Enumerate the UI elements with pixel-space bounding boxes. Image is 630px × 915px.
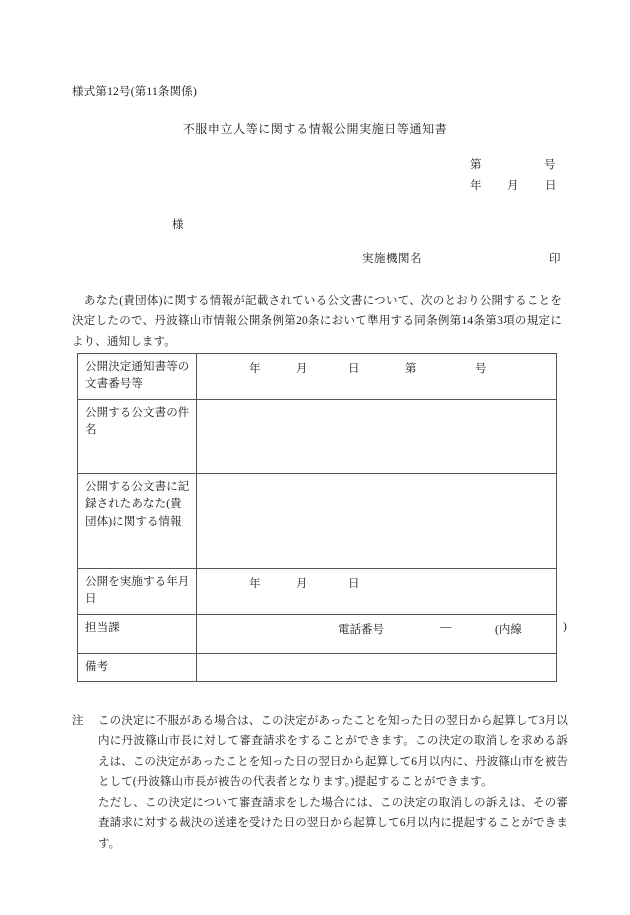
marker-extension-open: (内線 — [495, 623, 522, 636]
addressee-honorific: 様 — [172, 219, 184, 231]
footnote-body — [98, 711, 568, 854]
row-label-responsible-section: 担当課 — [78, 614, 197, 653]
form-code: 様式第12号(第11条関係) — [72, 86, 198, 98]
table-row — [78, 354, 557, 400]
marker-extension-close: ) — [563, 620, 567, 633]
row-value-document-subject[interactable] — [197, 399, 557, 473]
marker-year: 年 — [249, 577, 261, 590]
marker-number-suffix: 号 — [475, 363, 487, 375]
row-value-disclosure-date[interactable] — [197, 568, 557, 614]
row-label-remarks: 備考 — [78, 653, 197, 681]
disclosure-details-table — [77, 353, 567, 682]
document-number-prefix: 第 — [470, 159, 482, 171]
row-value-responsible-section[interactable] — [197, 614, 567, 653]
table-row — [78, 653, 557, 681]
issuing-organization-label: 実施機関名 — [362, 253, 422, 265]
row-value-decision-notice-number[interactable] — [197, 354, 557, 400]
footnote-marker: 注 — [72, 715, 84, 727]
marker-phone-label: 電話番号 — [338, 623, 384, 636]
row-label-disclosure-date: 公開を実施する年月日 — [78, 568, 197, 614]
marker-number-prefix: 第 — [405, 363, 417, 375]
marker-day: 日 — [348, 577, 360, 590]
row-label-recorded-information: 公開する公文書に記録されたあなた(貴団体)に関する情報 — [78, 473, 197, 568]
page-title: 不服申立人等に関する情報公開実施日等通知書 — [182, 122, 448, 136]
marker-month: 月 — [296, 577, 308, 590]
row-value-recorded-information[interactable] — [197, 473, 557, 568]
table-row — [78, 399, 557, 473]
table-row — [78, 614, 557, 653]
footnote-paragraph-1: この決定に不服がある場合は、この決定があったことを知った日の翌日から起算して3月以内に丹波篠山市長に対して審査請求をすることができます。この決定の取消しを求める訴えは、この決定があったことを知った日の翌日から起算して6月以内に、丹波篠山市を被告として(丹波篠山市長が被告の代表者となります。)提起することができます。 — [98, 715, 568, 789]
issue-date-day: 日 — [545, 180, 557, 192]
seal-label: 印 — [549, 253, 561, 265]
row-label-decision-notice-number: 公開決定通知書等の文書番号等 — [78, 354, 197, 400]
body-paragraph: あなた(貴団体)に関する情報が記載されている公文書について、次のとおり公開することを決定したので、丹波篠山市情報公開条例第20条において準用する同条例第14条第3項の規定により、通知します。 — [72, 295, 562, 348]
footnote-paragraph-2: ただし、この決定について審査請求をした場合には、この決定の取消しの訴えは、その審査請求に対する裁決の送達を受けた日の翌日から起算して6月以内に提起することができます。 — [98, 796, 568, 850]
marker-phone-dash: ― — [440, 620, 452, 633]
marker-month: 月 — [296, 363, 308, 375]
row-value-remarks[interactable] — [197, 653, 557, 681]
issue-date-year: 年 — [470, 180, 482, 192]
table-row — [78, 473, 557, 568]
document-number-suffix: 号 — [544, 159, 556, 171]
row-label-document-subject: 公開する公文書の件名 — [78, 399, 197, 473]
marker-day: 日 — [348, 363, 360, 375]
issue-date-month: 月 — [507, 180, 519, 192]
footnote — [72, 711, 568, 854]
marker-year: 年 — [249, 363, 261, 375]
table-row — [78, 568, 557, 614]
